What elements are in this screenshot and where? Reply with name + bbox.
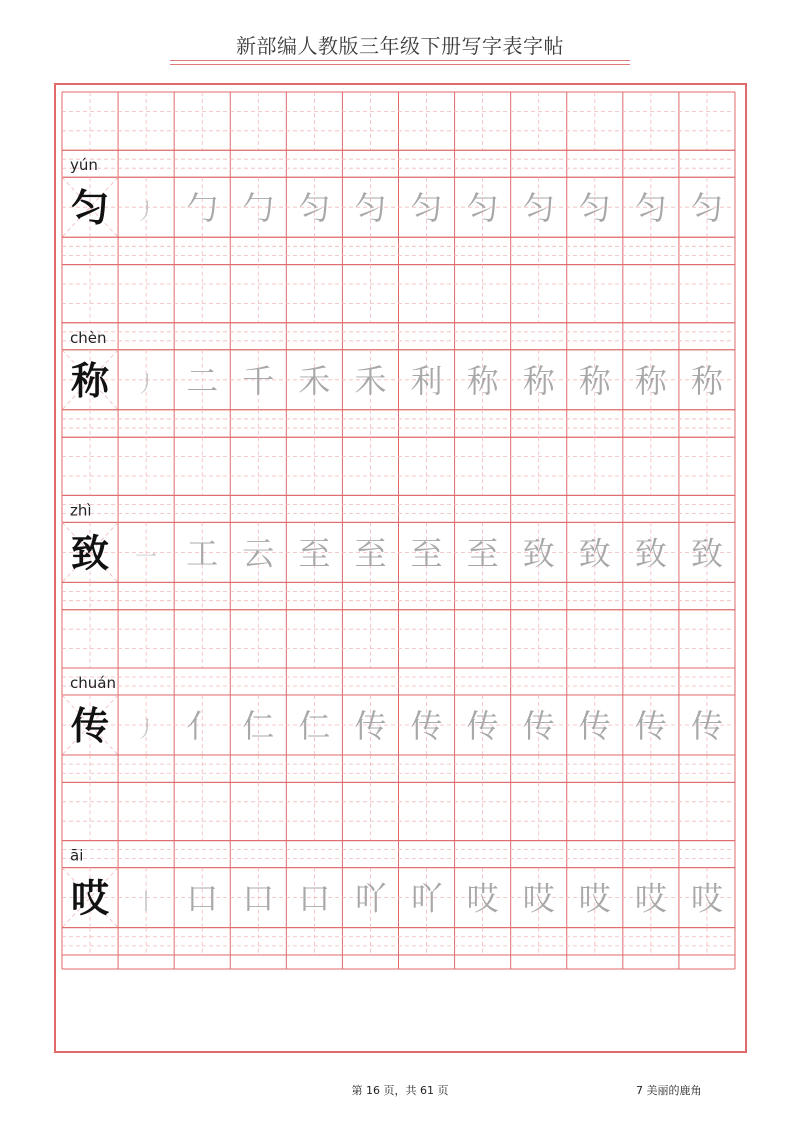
stroke-order-character: 传	[634, 707, 667, 745]
stroke-order-character: 口	[298, 879, 331, 918]
model-character: 称	[71, 357, 110, 403]
stroke-order-character: 传	[410, 707, 443, 745]
stroke-order-character: 称	[690, 361, 723, 400]
pinyin-label: āi	[70, 846, 84, 865]
stroke-order-character: 勹	[242, 189, 275, 228]
stroke-order-character: 匀	[298, 189, 331, 228]
stroke-order-character: 匀	[410, 189, 443, 228]
model-character: 哎	[71, 875, 110, 921]
stroke-order-character: 口	[186, 879, 219, 918]
stroke-order-character: 丨	[135, 890, 158, 916]
stroke-order-character: 至	[354, 534, 387, 573]
stroke-order-character: 至	[466, 534, 499, 573]
stroke-order-character: 匀	[690, 189, 723, 228]
stroke-order-character: 传	[690, 707, 723, 745]
stroke-order-character: 称	[578, 361, 611, 400]
stroke-order-character: 传	[522, 707, 555, 745]
stroke-order-character: 一	[135, 545, 158, 571]
stroke-order-character: 匀	[466, 189, 499, 228]
stroke-order-character: 仁	[298, 707, 331, 745]
stroke-order-character: 致	[522, 534, 555, 573]
stroke-order-character: 云	[242, 534, 275, 573]
stroke-order-character: 吖	[410, 879, 443, 918]
stroke-order-character: 丿	[135, 718, 158, 743]
stroke-order-character: 二	[186, 361, 219, 400]
stroke-order-character: 利	[410, 361, 443, 400]
pinyin-label: yún	[70, 156, 98, 175]
stroke-order-character: 匀	[522, 189, 555, 228]
stroke-order-character: 至	[410, 534, 443, 573]
stroke-order-character: 千	[242, 361, 275, 400]
stroke-order-character: 禾	[354, 361, 387, 400]
lesson-name: 7 美丽的鹿角	[636, 1084, 702, 1097]
page-title: 新部编人教版三年级下册写字表字帖	[236, 34, 564, 58]
stroke-order-character: 工	[186, 534, 219, 573]
pinyin-label: chuán	[70, 674, 116, 692]
stroke-order-character: 称	[466, 361, 499, 400]
stroke-order-character: 匀	[578, 189, 611, 228]
model-character: 传	[71, 703, 110, 748]
stroke-order-character: 称	[522, 361, 555, 400]
stroke-order-character: 丿	[135, 372, 158, 398]
stroke-order-character: 致	[578, 534, 611, 573]
stroke-order-character: 传	[578, 707, 611, 745]
stroke-order-character: 禾	[298, 361, 331, 400]
stroke-order-character: 匀	[354, 189, 387, 228]
stroke-order-character: 亻	[186, 707, 219, 745]
pinyin-label: zhì	[70, 501, 92, 520]
model-character: 致	[71, 530, 110, 576]
stroke-order-character: 丿	[135, 200, 158, 226]
stroke-order-character: 哎	[690, 879, 723, 918]
stroke-order-character: 勹	[186, 189, 219, 228]
stroke-order-character: 哎	[522, 879, 555, 918]
stroke-order-character: 至	[298, 534, 331, 573]
page-number: 第 16 页，共 61 页	[351, 1084, 449, 1097]
stroke-order-character: 传	[466, 707, 499, 745]
stroke-order-character: 仁	[242, 707, 275, 745]
stroke-order-character: 吖	[354, 879, 387, 918]
stroke-order-character: 哎	[634, 879, 667, 918]
stroke-order-character: 传	[354, 707, 387, 745]
stroke-order-character: 匀	[634, 189, 667, 228]
stroke-order-character: 口	[242, 879, 275, 918]
stroke-order-character: 致	[634, 534, 667, 573]
stroke-order-character: 致	[690, 534, 723, 573]
stroke-order-character: 哎	[466, 879, 499, 918]
pinyin-label: chèn	[70, 328, 107, 347]
stroke-order-character: 哎	[578, 879, 611, 918]
model-character: 匀	[71, 185, 110, 231]
stroke-order-character: 称	[634, 361, 667, 400]
